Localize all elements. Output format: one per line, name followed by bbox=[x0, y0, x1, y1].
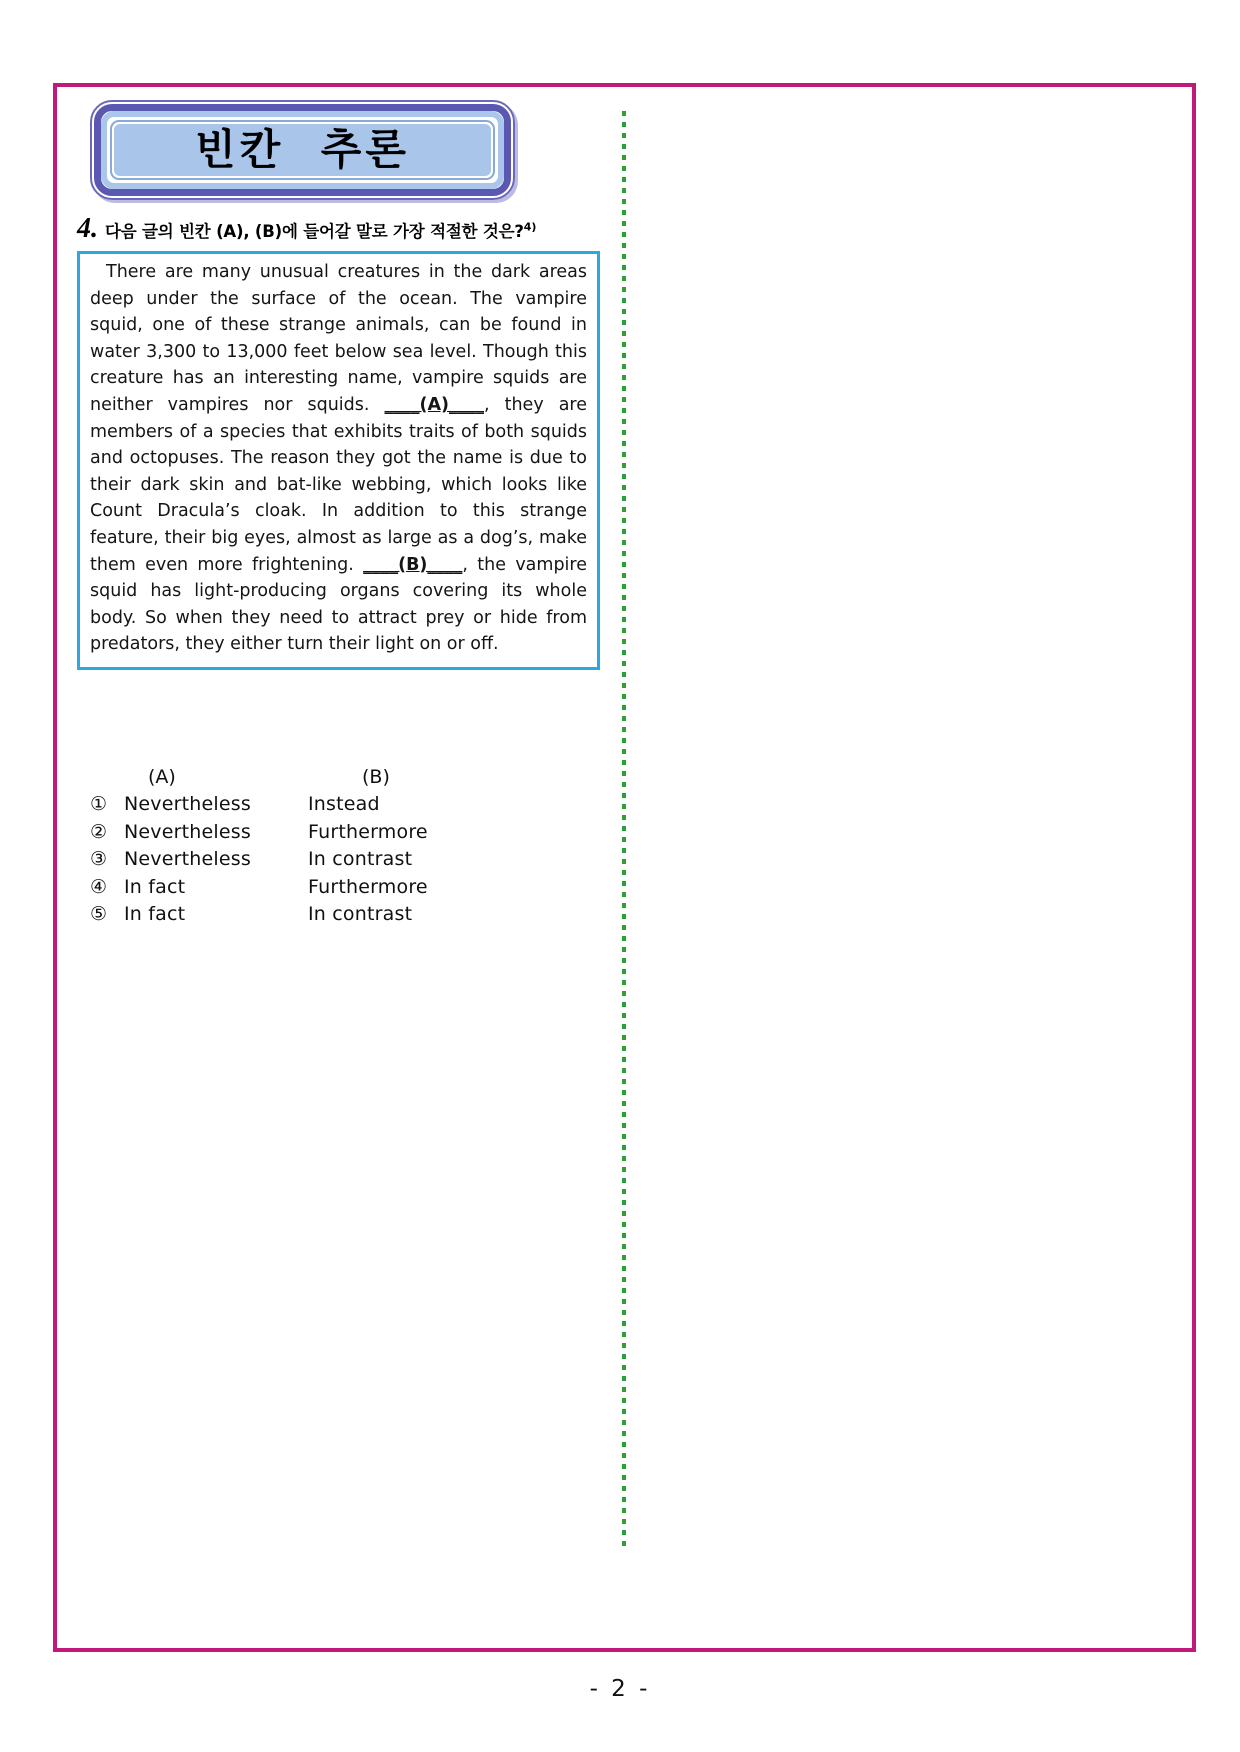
question-number: 4. bbox=[77, 213, 98, 244]
section-banner bbox=[90, 100, 515, 200]
passage-text bbox=[90, 259, 587, 658]
passage-segment-1: There are many unusual creatures in the dark areas deep under the surface of the ocean. The vampire squid, one of these strange animals, can be found in water 3,300 to 13,000 feet below sea level. Though this creature has an interesting name, vampire squids are neither vampires nor squids. bbox=[90, 262, 587, 415]
choice-b-text: Furthermore bbox=[308, 820, 428, 843]
question-text: 다음 글의 빈칸 (A), (B)에 들어갈 말로 가장 적절한 것은? bbox=[105, 222, 524, 241]
choice-marker: ④ bbox=[90, 875, 108, 898]
passage-box bbox=[77, 251, 600, 670]
choice-row-4 bbox=[90, 874, 560, 902]
page-number: - 2 - bbox=[589, 1676, 651, 1702]
choice-b-text: Instead bbox=[308, 793, 380, 815]
choice-row-2 bbox=[90, 819, 560, 847]
choice-a-text: In fact bbox=[124, 903, 186, 926]
banner-title: 빈칸 추론 bbox=[195, 125, 410, 174]
choice-row-1 bbox=[90, 791, 560, 819]
choice-marker: ③ bbox=[90, 848, 108, 871]
passage-segment-2: , they are members of a species that exhibits traits of both squids and octopuses. The reason they got the name is due to their dark skin and bat-like webbing, which looks like Count Dracula’s cloak. In addition to this strange feature, their big eyes, almost as large as a dog’s, make them even more frightening. bbox=[90, 394, 587, 575]
choice-b-text: Furthermore bbox=[308, 875, 428, 898]
choice-row-5 bbox=[90, 901, 560, 929]
choices-header-a: (A) bbox=[148, 766, 176, 788]
choices-table bbox=[90, 763, 560, 929]
choice-b-text: In contrast bbox=[308, 848, 413, 871]
choice-row-3 bbox=[90, 846, 560, 874]
choices-header bbox=[90, 763, 560, 791]
blank-b: ____(B)____ bbox=[363, 554, 463, 575]
banner-fill bbox=[114, 124, 491, 176]
choice-a-text: Nevertheless bbox=[124, 820, 251, 843]
choice-marker: ⑤ bbox=[90, 903, 108, 926]
choice-a-text: In fact bbox=[124, 875, 186, 898]
choice-a-text: Nevertheless bbox=[124, 848, 251, 871]
choice-b-text: In contrast bbox=[308, 903, 413, 926]
choice-marker: ② bbox=[90, 820, 108, 843]
banner-frame-outer bbox=[90, 100, 515, 200]
choice-a-text: Nevertheless bbox=[124, 793, 251, 815]
blank-a: ____(A)____ bbox=[384, 394, 485, 415]
choice-marker: ① bbox=[90, 793, 108, 815]
footnote-ref: 4) bbox=[523, 220, 537, 234]
column-divider bbox=[622, 111, 626, 1547]
choices-header-b: (B) bbox=[362, 766, 390, 788]
question-line bbox=[77, 213, 617, 245]
passage-segment-3: , the vampire squid has light-producing organs covering its whole body. So when they need to attract prey or hide from predators, they either turn their light on or off. bbox=[90, 554, 587, 655]
